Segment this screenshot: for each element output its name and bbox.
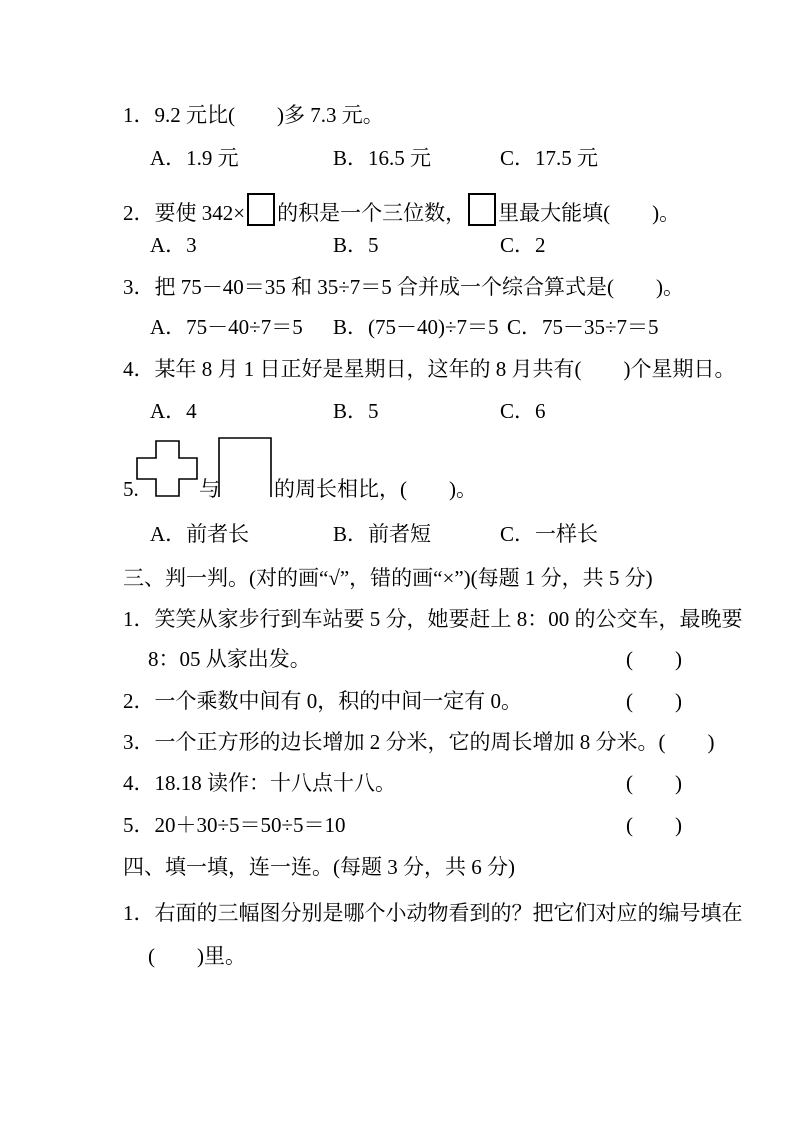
option-a: A．前者长 <box>150 522 250 546</box>
item-number: 4． <box>123 357 155 381</box>
item-number: 4． <box>123 771 155 795</box>
judge-item-2 <box>123 690 682 714</box>
item-text: 8：05 从家出发。 <box>148 647 311 671</box>
item-number: 2． <box>123 201 155 225</box>
blank-box <box>468 193 496 226</box>
item-number: 1． <box>123 901 155 925</box>
stem-text: 9.2 元比( )多 7.3 元。 <box>154 103 384 127</box>
option-a: A．3 <box>150 233 197 257</box>
judge-item-1-line1 <box>123 607 743 632</box>
choice-item-3-options <box>123 316 685 340</box>
item-text <box>123 772 396 796</box>
item-text: 一个正方形的边长增加 2 分米，它的周长增加 8 分米。 <box>154 730 659 754</box>
stem-text: 把 75－40＝35 和 35÷7＝5 合并成一个综合算式是( )。 <box>154 275 685 299</box>
answer-parens: ( ) <box>626 647 682 671</box>
judge-item-4 <box>123 772 682 796</box>
item-number: 5. <box>123 477 139 501</box>
item-text: 18.18 读作：十八点十八。 <box>154 771 396 795</box>
option-a: A．75－40÷7＝5 <box>150 315 303 339</box>
option-b: B．16.5 元 <box>333 146 432 170</box>
item-number: 3． <box>123 730 155 754</box>
choice-item-5-options <box>123 523 685 547</box>
item-text: 笑笑从家步行到车站要 5 分，她要赶上 8：00 的公交车，最晚要 <box>154 607 743 631</box>
item-text: 右面的三幅图分别是哪个小动物看到的？把它们对应的编号填在 <box>154 901 743 925</box>
item-text <box>123 731 659 755</box>
open-rectangle-figure <box>218 437 272 497</box>
plus-cross-figure <box>136 440 198 497</box>
option-a: A．1.9 元 <box>150 146 239 170</box>
item-number: 3． <box>123 275 155 299</box>
choice-item-1-options <box>123 147 685 171</box>
stem-text: 里最大能填( )。 <box>498 201 681 225</box>
choice-item-3-stem <box>123 276 685 300</box>
judge-section-header <box>123 567 685 591</box>
item-text <box>123 814 346 838</box>
item-text: 20＋30÷5＝50÷5＝10 <box>154 813 346 837</box>
choice-item-2-options <box>123 234 685 258</box>
option-b: B．5 <box>333 399 379 423</box>
choice-item-2-stem <box>123 193 685 225</box>
judge-item-3 <box>123 730 715 755</box>
stem-text: 要使 342× <box>154 201 246 225</box>
section-title: 三、判一判。(对的画“√”，错的画“×”)(每题 1 分，共 5 分) <box>123 566 653 590</box>
option-c: C．75－35÷7＝5 <box>507 315 659 339</box>
item-number: 1． <box>123 607 155 631</box>
choice-item-4-options <box>123 400 685 424</box>
blank-box <box>247 193 275 226</box>
choice-item-1-stem <box>123 104 685 128</box>
option-c: C．6 <box>500 399 546 423</box>
stem-text: 的周长相比，( )。 <box>274 477 477 501</box>
item-text <box>123 690 522 714</box>
item-number: 5． <box>123 813 155 837</box>
fill-item-1-line1 <box>123 901 743 926</box>
choice-item-4-stem <box>123 357 736 382</box>
answer-parens: ( ) <box>626 813 682 837</box>
section-title: 四、填一填，连一连。(每题 3 分，共 6 分) <box>123 855 515 879</box>
judge-item-1-line2 <box>123 648 682 672</box>
option-a: A．4 <box>150 399 197 423</box>
option-b: B．前者短 <box>333 522 432 546</box>
option-b: B．(75－40)÷7＝5 <box>333 315 499 339</box>
fill-item-1-line2 <box>123 945 685 969</box>
answer-parens: ( ) <box>626 689 682 713</box>
option-c: C．2 <box>500 233 546 257</box>
fill-section-header <box>123 856 685 880</box>
item-text: 一个乘数中间有 0，积的中间一定有 0。 <box>154 689 522 713</box>
item-text: ( )里。 <box>148 944 246 968</box>
stem-text: 与 <box>199 477 220 501</box>
option-b: B．5 <box>333 233 379 257</box>
option-c: C．一样长 <box>500 522 599 546</box>
answer-parens: ( ) <box>658 730 715 754</box>
item-number: 2． <box>123 689 155 713</box>
stem-text: 的积是一个三位数， <box>277 201 467 225</box>
option-c: C．17.5 元 <box>500 146 599 170</box>
answer-parens: ( ) <box>626 771 682 795</box>
stem-text: 某年 8 月 1 日正好是星期日，这年的 8 月共有( )个星期日。 <box>154 357 736 381</box>
item-number: 1． <box>123 103 155 127</box>
judge-item-5 <box>123 814 682 838</box>
